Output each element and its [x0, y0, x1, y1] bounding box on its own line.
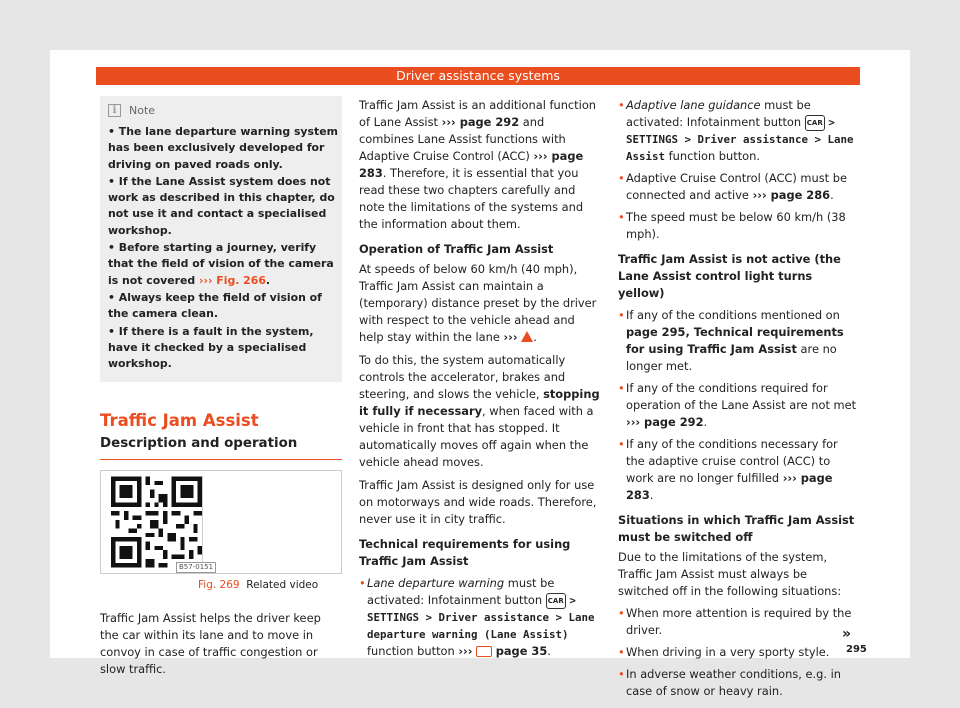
text: function button: [367, 644, 455, 658]
punctuation: .: [265, 273, 271, 287]
note-item-text: Before starting a journey, verify that the field of vision of the camera is not covered: [108, 241, 334, 287]
list-item: [618, 666, 860, 700]
list-item: [618, 380, 860, 431]
column-3: [618, 97, 860, 700]
note-item: • If there is a fault in the system, have it checked by a specialised workshop.: [108, 324, 314, 371]
text: In adverse weather conditions, e.g. in case of snow or heavy rain.: [626, 667, 842, 698]
text: function button.: [668, 149, 760, 163]
page-link[interactable]: ››› page 283: [359, 149, 584, 180]
column-1: [100, 96, 342, 678]
page-link[interactable]: ›››: [458, 644, 473, 658]
note-item: • Always keep the field of vision of the camera clean.: [108, 290, 322, 321]
figure-frame: [100, 470, 342, 574]
text: must be activated: Infotainment button: [367, 576, 555, 607]
intro-paragraph: [359, 97, 601, 233]
page-link[interactable]: ››› page 283: [626, 471, 833, 502]
section-title: Traffic Jam Assist: [100, 411, 259, 431]
list-item: [618, 605, 860, 639]
punctuation: .: [703, 415, 708, 429]
subheading: Situations in which Traffic Jam Assist must be switched off: [618, 513, 855, 544]
text: Traffic Jam Assist is an additional function of Lane Assist: [359, 98, 597, 129]
note-item: • The lane departure warning system has been exclusively developed for driving on paved roads only.: [108, 125, 338, 171]
text: and combines Lane Assist functions with Adaptive Cruise Control (ACC): [359, 115, 566, 163]
car-button-icon: CAR: [546, 593, 566, 609]
text: . Therefore, it is essential that you read these two chapters carefully and note the limitations of the systems and the information about them.: [359, 166, 584, 231]
list-item: [618, 97, 860, 165]
intro-paragraph: Traffic Jam Assist helps the driver keep the car within its lane and to move in convoy in case of traffic congestion or slow traffic.: [100, 611, 321, 677]
bullet: •: [618, 606, 625, 620]
menu-path: > SETTINGS > Driver assistance > Lane departure warning (Lane Assist): [367, 594, 595, 641]
text: Adaptive Cruise Control (ACC) must be connected and active: [626, 171, 847, 202]
text: At speeds of below 60 km/h (40 mph), Traffic Jam Assist can maintain a (temporary) distance preset by the driver with respect to the vehicle ahead and help stay within the lane: [359, 262, 597, 344]
info-icon: i: [108, 104, 121, 117]
page-number: 295: [846, 644, 867, 655]
page-link[interactable]: ››› page 286: [752, 188, 831, 202]
bullet: •: [618, 381, 625, 395]
bullet: •: [359, 576, 366, 590]
text: If any of the conditions required for operation of the Lane Assist are not met: [626, 381, 857, 412]
punctuation: .: [649, 488, 654, 502]
bullet: •: [618, 437, 625, 451]
note-item-text: If there is a fault in the system, have it checked by a specialised workshop.: [108, 324, 314, 371]
emphasis-text: Adaptive lane guidance: [626, 98, 761, 112]
bullet: •: [618, 171, 625, 185]
bullet: •: [618, 645, 625, 659]
note-item: • Before starting a journey, verify that the field of vision of the camera is not covered ››› Fig. 266.: [108, 241, 334, 287]
list-item: [618, 436, 860, 504]
list-item: [618, 209, 860, 243]
note-label: Note: [129, 104, 156, 117]
subheading: Operation of Traffic Jam Assist: [359, 242, 554, 256]
note-item-text: Always keep the field of vision of the camera clean.: [108, 290, 322, 321]
subheading: Traffic Jam Assist is not active (the Lane Assist control light turns yellow): [618, 252, 841, 300]
text: The speed must be below 60 km/h (38 mph).: [626, 210, 846, 241]
list-item: [618, 644, 860, 661]
list-item: [618, 170, 860, 204]
note-item: • If the Lane Assist system does not work as described in this chapter, do not use it and contact a specialised workshop.: [108, 174, 335, 237]
figure-number: Fig. 269: [198, 579, 240, 592]
section-subtitle: Description and operation: [100, 435, 342, 460]
list-item: [359, 575, 601, 660]
warning-icon[interactable]: [521, 331, 533, 342]
paragraph: At speeds of below 60 km/h (40 mph), Traffic Jam Assist can maintain a (temporary) distance preset by the driver with respect to the vehicle ahead and help stay within the lane ››› .: [359, 262, 597, 344]
figure-caption: [100, 577, 342, 594]
list-item: [618, 307, 860, 375]
text: To do this, the system automatically controls the accelerator, brakes and steering, and slows the vehicle,: [359, 353, 566, 401]
text: must be activated: Infotainment button: [626, 98, 811, 129]
page-link[interactable]: page 35: [495, 644, 548, 658]
text: are no longer met.: [626, 342, 837, 373]
menu-path: > SETTINGS > Driver assistance > Lane Assist: [626, 116, 854, 163]
subheading: Technical requirements for using Traffic Jam Assist: [359, 537, 571, 568]
qr-code[interactable]: [111, 476, 203, 568]
note-item-text: The lane departure warning system has been exclusively developed for driving on paved roads only.: [108, 125, 338, 171]
text: When more attention is required by the driver.: [626, 606, 852, 637]
page-link[interactable]: ››› page 292: [441, 115, 520, 129]
figure-caption-text: Related video: [246, 579, 319, 592]
column-2: [359, 97, 601, 660]
video-icon: [476, 646, 492, 657]
figure-link[interactable]: ››› Fig. 266: [199, 273, 266, 287]
page-link[interactable]: page 295, Technical requirements for using Traffic Jam Assist: [626, 325, 844, 356]
text: If any of the conditions necessary for the adaptive cruise control (ACC) to work are no longer fulfilled: [626, 437, 838, 485]
section-header: Driver assistance systems: [96, 67, 860, 85]
text: When driving in a very sporty style.: [626, 645, 830, 659]
bullet: •: [618, 98, 625, 112]
note-item-text: If the Lane Assist system does not work as described in this chapter, do not use it and contact a specialised workshop.: [108, 174, 335, 237]
note-header: [108, 102, 342, 119]
paragraph: [359, 352, 601, 471]
emphasis-text: Lane departure warning: [367, 576, 505, 590]
bullet: •: [618, 667, 625, 681]
emphasis-text: stopping it fully if necessary: [359, 387, 600, 418]
figure-tag: B57-0151: [176, 562, 216, 573]
punctuation: .: [547, 644, 551, 658]
bullet: •: [618, 308, 625, 322]
punctuation: .: [830, 188, 834, 202]
paragraph: Due to the limitations of the system, Traffic Jam Assist must always be switched off in the following situations:: [618, 550, 842, 598]
continue-marker: »: [842, 626, 852, 642]
paragraph: Traffic Jam Assist is designed only for use on motorways and wide roads. Therefore, never use it in city traffic.: [359, 478, 597, 526]
note-box: [100, 96, 342, 382]
page-link[interactable]: ››› page 292: [626, 415, 704, 429]
text: , when faced with a vehicle in front that has stopped. It automatically moves off again when the vehicle ahead moves.: [359, 404, 594, 469]
warning-link[interactable]: ›››: [503, 330, 518, 344]
bullet: •: [618, 210, 625, 224]
car-button-icon: CAR: [805, 115, 825, 131]
text: If any of the conditions mentioned on: [626, 308, 840, 322]
